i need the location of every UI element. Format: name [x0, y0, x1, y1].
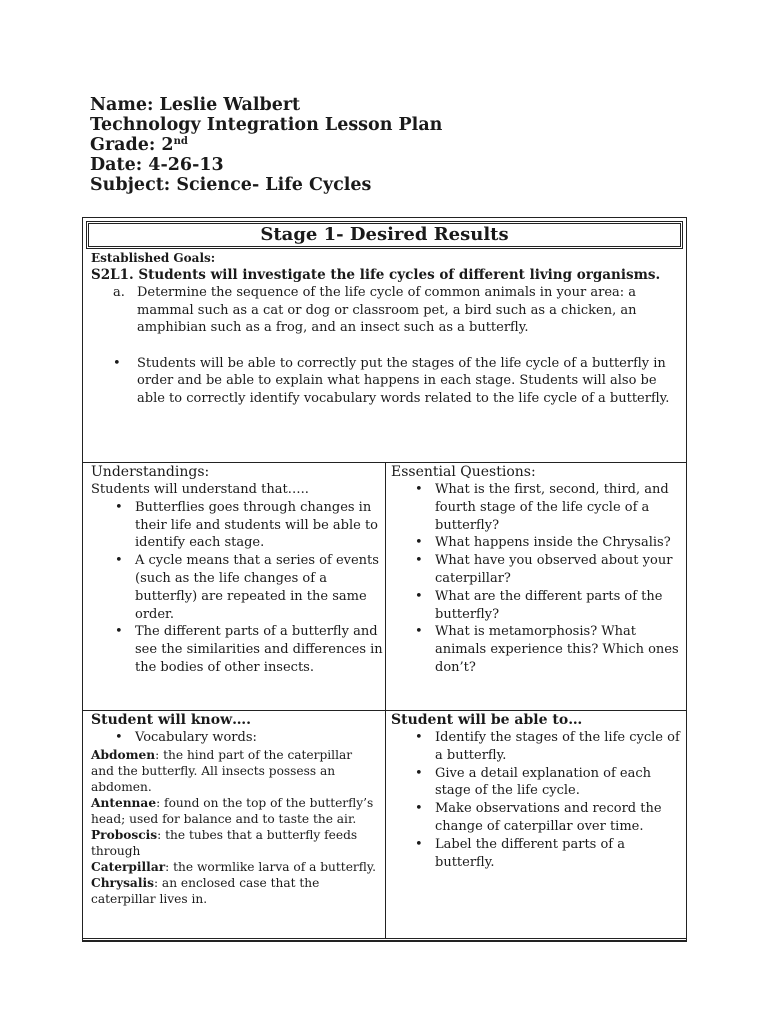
goal-item-a-text: Determine the sequence of the life cycle of common animals in your area: a mammal such as a cat or dog or classroom pet, a bird such as a chicken, an amphibian such as a frog, and an insect such as a butterfly.	[137, 285, 637, 335]
column-divider	[385, 462, 386, 939]
goal-item-a-marker: a.	[113, 285, 125, 300]
goal-item-a	[91, 284, 681, 337]
understandings-title: Understandings:	[91, 464, 210, 480]
goals-label: Established Goals:	[91, 251, 216, 265]
know-title: Student will know….	[91, 712, 251, 728]
established-goals	[91, 251, 681, 407]
vocab-definition: : the tubes that a butterfly feeds through	[91, 827, 358, 858]
plan-title: Technology Integration Lesson Plan	[90, 115, 443, 135]
essential-questions-list	[391, 481, 683, 677]
vocab-entry	[91, 859, 376, 875]
date-line: Date: 4-26-13	[90, 155, 224, 175]
stage-title: Stage 1- Desired Results	[86, 221, 683, 249]
table-bottom-border	[83, 938, 686, 941]
vocab-term: Antennae	[91, 795, 157, 810]
vocab-term: Proboscis	[91, 827, 158, 842]
name-line: Name: Leslie Walbert	[90, 95, 301, 115]
list-item: • Make observations and record the change of caterpillar over time.	[391, 800, 683, 836]
list-item: • What is the first, second, third, and fourth stage of the life cycle of a butterfly?	[391, 481, 683, 534]
able-title: Student will be able to…	[391, 712, 583, 728]
vocab-entry	[91, 875, 376, 907]
vocab-definition: : the hind part of the caterpillar and the butterfly. All insects possess an abdomen.	[91, 747, 353, 794]
grade-label: Grade: 2	[90, 135, 174, 155]
essential-questions-title: Essential Questions:	[391, 464, 536, 480]
list-item: • Vocabulary words:	[91, 729, 376, 747]
grade-line	[90, 135, 442, 155]
student-will-know-cell	[91, 711, 376, 907]
essential-questions-cell	[391, 463, 683, 677]
understandings-list	[91, 499, 383, 677]
list-item: • Identify the stages of the life cycle of a butterfly.	[391, 729, 683, 765]
vocab-term: Caterpillar	[91, 859, 166, 874]
vocab-term: Abdomen	[91, 747, 156, 762]
understandings-intro: Students will understand that…..	[91, 482, 309, 497]
vocab-entry	[91, 747, 376, 795]
vocab-term: Chrysalis	[91, 875, 154, 890]
grade-superscript: nd	[173, 136, 188, 147]
know-list	[91, 729, 376, 747]
subject-line: Subject: Science- Life Cycles	[90, 175, 372, 195]
goal-bullet-marker: •	[113, 355, 121, 371]
vocab-entry	[91, 795, 376, 827]
standard-s2l1: S2L1. Students will investigate the life cycles of different living organisms.	[91, 267, 661, 283]
list-item: • A cycle means that a series of events (such as the life changes of a butterfly) are repeated in the same order.	[91, 552, 383, 623]
list-item: • What happens inside the Chrysalis?	[391, 534, 683, 552]
vocab-definition: : an enclosed case that the caterpillar lives in.	[91, 875, 320, 906]
understandings-cell	[91, 463, 383, 677]
document-header	[90, 95, 442, 195]
list-item: • Label the different parts of a butterfly.	[391, 836, 683, 872]
student-able-to-cell	[391, 711, 683, 871]
list-item: • Give a detail explanation of each stage of the life cycle.	[391, 765, 683, 801]
goal-bullet-text: Students will be able to correctly put the stages of the life cycle of a butterfly in order and be able to explain what happens in each stage. Students will also be able to correctly identify vocabulary words related to the life cycle of a butterfly.	[137, 355, 670, 406]
lesson-plan-table	[82, 217, 687, 942]
list-item: • Butterflies goes through changes in their life and students will be able to identify each stage.	[91, 499, 383, 552]
vocab-definition: : the wormlike larva of a butterfly.	[165, 859, 377, 874]
goal-bullet	[91, 355, 681, 408]
able-list	[391, 729, 683, 871]
vocab-definition: : found on the top of the butterfly’s head; used for balance and to taste the air.	[91, 795, 374, 826]
list-item: • What are the different parts of the butterfly?	[391, 588, 683, 624]
vocab-entry	[91, 827, 376, 859]
list-item: • The different parts of a butterfly and see the similarities and differences in the bodies of other insects.	[91, 623, 383, 676]
list-item: • What is metamorphosis? What animals experience this? Which ones don’t?	[391, 623, 683, 676]
list-item: • What have you observed about your caterpillar?	[391, 552, 683, 588]
